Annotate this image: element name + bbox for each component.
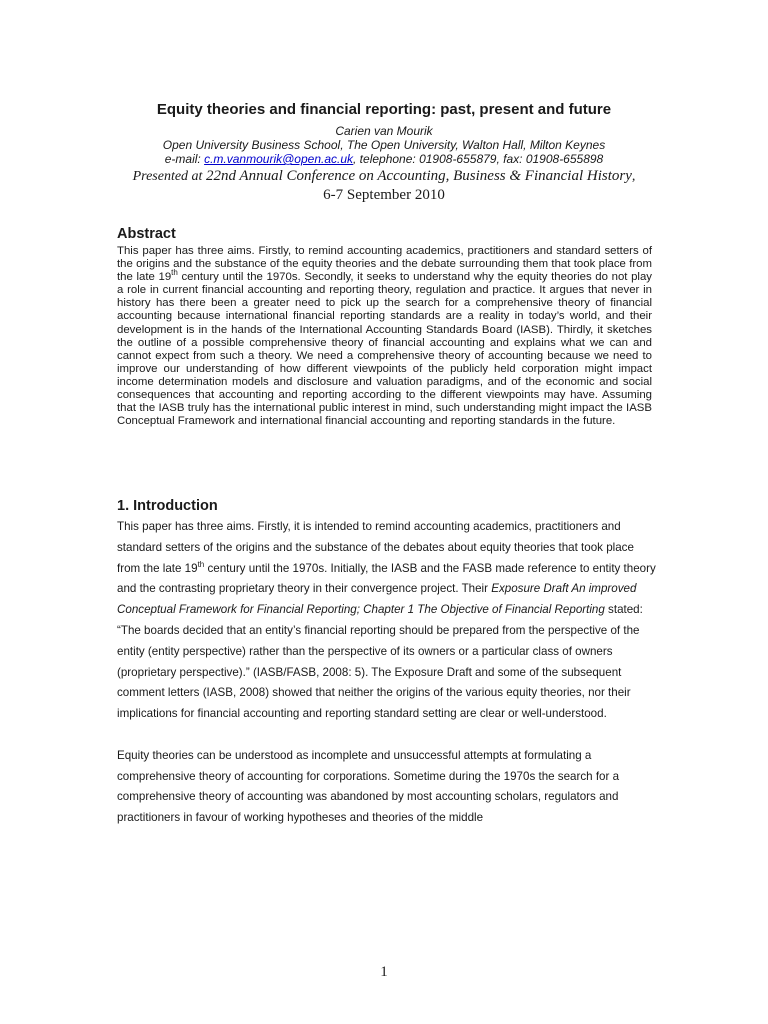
paper-title: Equity theories and financial reporting: past, present and future [156, 101, 612, 118]
page-number: 1 [380, 964, 388, 980]
presented-suffix: , [631, 169, 636, 184]
introduction-heading: 1. Introduction [117, 498, 218, 514]
abstract-heading: Abstract [117, 226, 176, 242]
intro-paragraph-1 [117, 517, 657, 725]
abstract-text-part-2: century until the 1970s. Secondly, it seeks to understand why the equity theories do not play a role in current financial accounting and reporting theory, regulation and practice. It argues that never in history has there been a greater need to pick up the search for a comprehensive theory of financial accounting because international financial reporting standards are a reality in today’s world, and their development is in the hands of the International Accounting Standards Board (IASB). Thirdly, it sketches the outline of a possible comprehensive theory of financial accounting and explains what we can and cannot expect from such a theory. We need a comprehensive theory of accounting because we need to improve our understanding of how different viewpoints of the publicly held corporation might impact income determination models and disclosure and valuation paradigms, and of the economic and social consequences that accounting and reporting according to the different viewpoints may have. Assuming that the IASB truly has the international public interest in mind, such understanding might impact the IASB Conceptual Framework and international financial accounting and reporting standards in the future. [117, 271, 652, 428]
email-link[interactable]: c.m.vanmourik@open.ac.uk [204, 152, 354, 166]
conference-dates: 6-7 September 2010 [323, 187, 445, 203]
email-label: e-mail: [164, 152, 205, 166]
presented-prefix: Presented at [132, 169, 206, 184]
author-contact [0, 152, 768, 166]
phone-fax: , telephone: 01908-655879, fax: 01908-655898 [353, 152, 604, 166]
intro-p1-italic-title: Exposure Draft An improved Conceptual Framework for Financial Reporting; Chapter 1 The Objective of Financial Reporting [117, 582, 637, 617]
paper-header [0, 100, 768, 204]
intro-p1-part-1: This paper has three aims. Firstly, it is intended to remind accounting academics, practitioners and standard setters of the origins and the substance of the debates about equity theories that took place from the late 19 [117, 520, 634, 575]
intro-superscript: th [197, 559, 205, 569]
abstract-text [117, 245, 652, 428]
conference-name: 22nd Annual Conference on Accounting, Business & Financial History [205, 168, 632, 184]
abstract-superscript: th [171, 268, 178, 278]
author-affiliation: Open University Business School, The Open University, Walton Hall, Milton Keynes [162, 138, 606, 152]
abstract-text-part-1: This paper has three aims. Firstly, to remind accounting academics, practitioners and standard setters of the origins and the substance of the equity theories and the debate surrounding them that took place from the late 19 [117, 245, 652, 284]
intro-paragraph-2: Equity theories can be understood as incomplete and unsuccessful attempts at formulating a comprehensive theory of accounting for corporations. Sometime during the 1970s the search for a comprehensive theory of accounting was abandoned by most accounting scholars, regulators and practitioners in favour of working hypotheses and theories of the middle [117, 748, 620, 825]
author-name: Carien van Mourik [335, 124, 433, 138]
intro-p1-part-2: century until the 1970s. Initially, the IASB and the FASB made reference to entity theory and the contrasting proprietary theory in their convergence project. Their [117, 561, 656, 596]
intro-p1-part-3: stated: “The boards decided that an entity’s financial reporting should be prepared from the perspective of the entity (entity perspective) rather than the perspective of its owners or a particular class of owners (proprietary perspective).” (IASB/FASB, 2008: 5). The Exposure Draft and some of the subsequent comment letters (IASB, 2008) showed that neither the origins of the various equity theories, nor their implications for financial accounting and reporting standard setting are clear or well-understood. [117, 603, 643, 721]
presented-at [0, 167, 768, 186]
introduction-text [117, 517, 657, 829]
